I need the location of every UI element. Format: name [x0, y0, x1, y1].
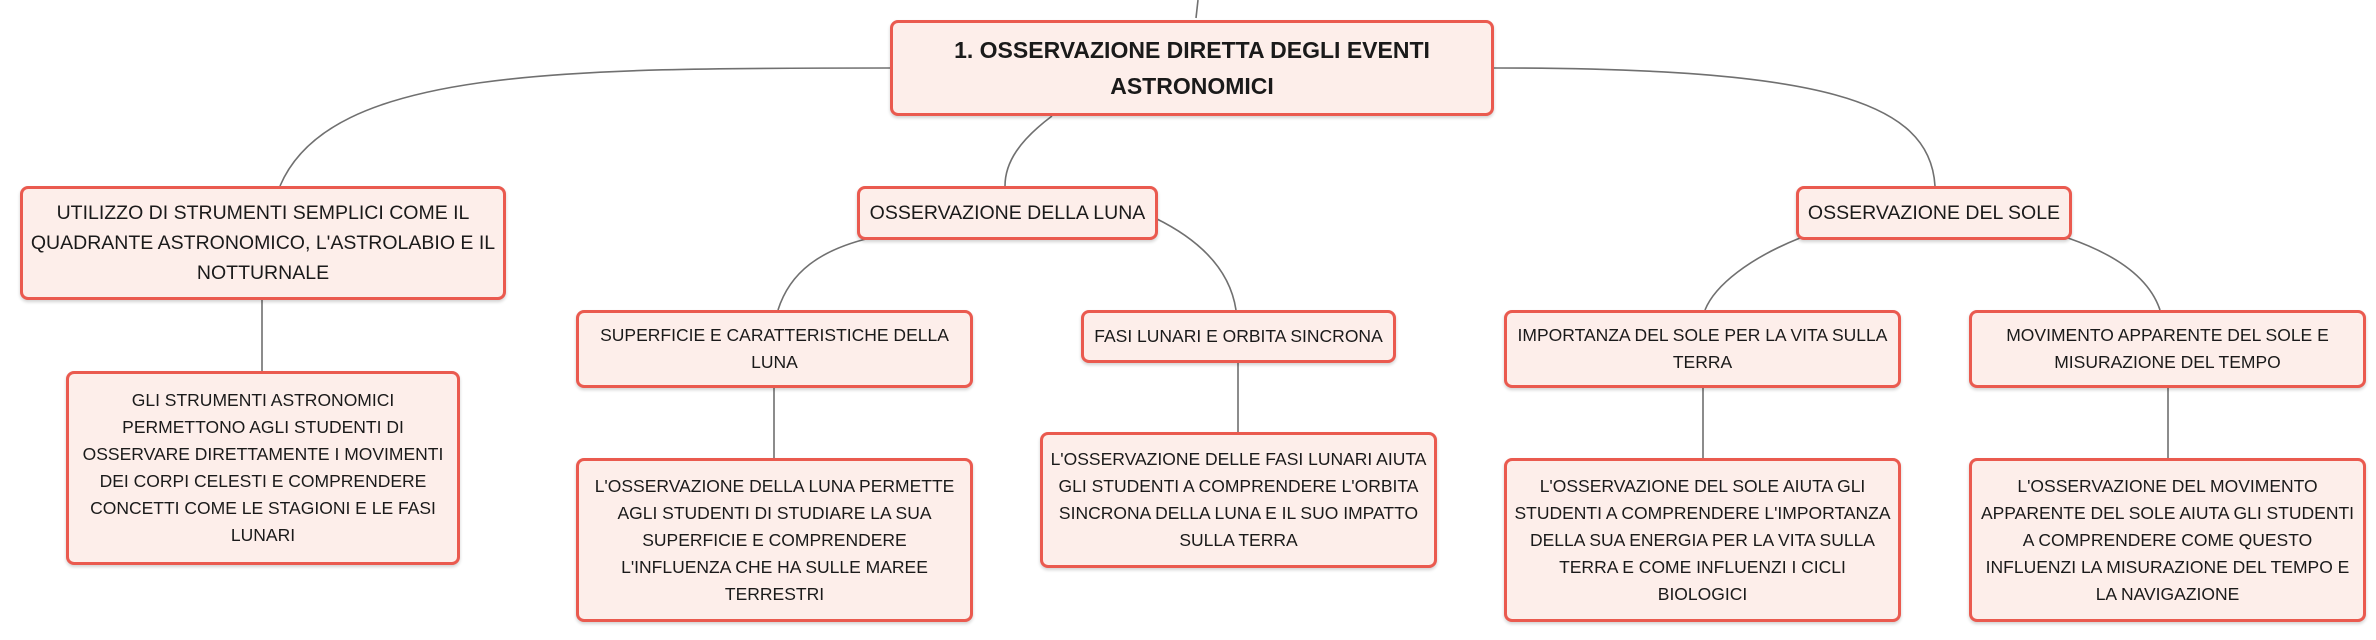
luna-fasi-detail-text: L'OSSERVAZIONE DELLE FASI LUNARI AIUTA GLI STUDENTI A COMPRENDERE L'ORBITA SINCRONA DELLA LUNA E IL SUO IMPATTO SULLA TERRA [1050, 449, 1427, 550]
connector-luna-superficie [778, 238, 870, 310]
sole-importanza-node[interactable] [1504, 310, 1901, 388]
luna-fasi-title: FASI LUNARI E ORBITA SINCRONA [1094, 326, 1383, 346]
connector-parent-stub [1196, 0, 1198, 18]
connector-root-strumenti [280, 68, 890, 186]
luna-superficie-node[interactable] [576, 310, 973, 388]
branch-luna-title: OSSERVAZIONE DELLA LUNA [869, 202, 1146, 224]
sole-importanza-detail-node[interactable] [1504, 458, 1901, 622]
sole-importanza-detail-text: L'OSSERVAZIONE DEL SOLE AIUTA GLI STUDENTI A COMPRENDERE L'IMPORTANZA DELLA SUA ENERGIA PER LA VITA SULLA TERRA E COME INFLUENZI I CICLI BIOLOGICI [1514, 475, 1891, 604]
connector-sole-importanza [1705, 238, 1800, 310]
connector-root-luna [1005, 116, 1052, 186]
branch-strumenti-node[interactable] [20, 186, 506, 300]
connector-sole-movimento [2068, 238, 2160, 310]
root-title: 1. OSSERVAZIONE DIRETTA DEGLI EVENTI ASTRONOMICI [954, 37, 1430, 99]
root-node[interactable] [890, 20, 1494, 116]
luna-superficie-title: SUPERFICIE E CARATTERISTICHE DELLA LUNA [600, 325, 949, 372]
branch-sole-node[interactable] [1796, 186, 2072, 240]
branch-sole-title: OSSERVAZIONE DEL SOLE [1807, 202, 2061, 224]
sole-movimento-title: MOVIMENTO APPARENTE DEL SOLE E MISURAZIONE DEL TEMPO [2006, 325, 2329, 372]
luna-fasi-detail-node[interactable] [1040, 432, 1437, 568]
luna-superficie-detail-text: L'OSSERVAZIONE DELLA LUNA PERMETTE AGLI STUDENTI DI STUDIARE LA SUA SUPERFICIE E COMPRENDERE L'INFLUENZA CHE HA SULLE MAREE TERRESTRI [594, 475, 955, 604]
connector-root-sole [1494, 68, 1935, 186]
luna-fasi-node[interactable] [1081, 310, 1396, 363]
sole-movimento-node[interactable] [1969, 310, 2366, 388]
branch-strumenti-title: UTILIZZO DI STRUMENTI SEMPLICI COME IL QUADRANTE ASTRONOMICO, L'ASTROLABIO E IL NOTTURNALE [30, 202, 496, 284]
sole-importanza-title: IMPORTANZA DEL SOLE PER LA VITA SULLA TERRA [1517, 325, 1888, 372]
connector-luna-fasi [1155, 218, 1236, 310]
sole-movimento-detail-node[interactable] [1969, 458, 2366, 622]
strumenti-detail-node[interactable] [66, 371, 460, 565]
luna-superficie-detail-node[interactable] [576, 458, 973, 622]
strumenti-detail-text: GLI STRUMENTI ASTRONOMICI PERMETTONO AGLI STUDENTI DI OSSERVARE DIRETTAMENTE I MOVIMENTI DEI CORPI CELESTI E COMPRENDERE CONCETTI COME LE STAGIONI E LE FASI LUNARI [82, 390, 444, 545]
sole-movimento-detail-text: L'OSSERVAZIONE DEL MOVIMENTO APPARENTE DEL SOLE AIUTA GLI STUDENTI A COMPRENDERE COME QUESTO INFLUENZI LA MISURAZIONE DEL TEMPO E LA NAVIGAZIONE [1980, 475, 2355, 604]
branch-luna-node[interactable] [857, 186, 1158, 240]
